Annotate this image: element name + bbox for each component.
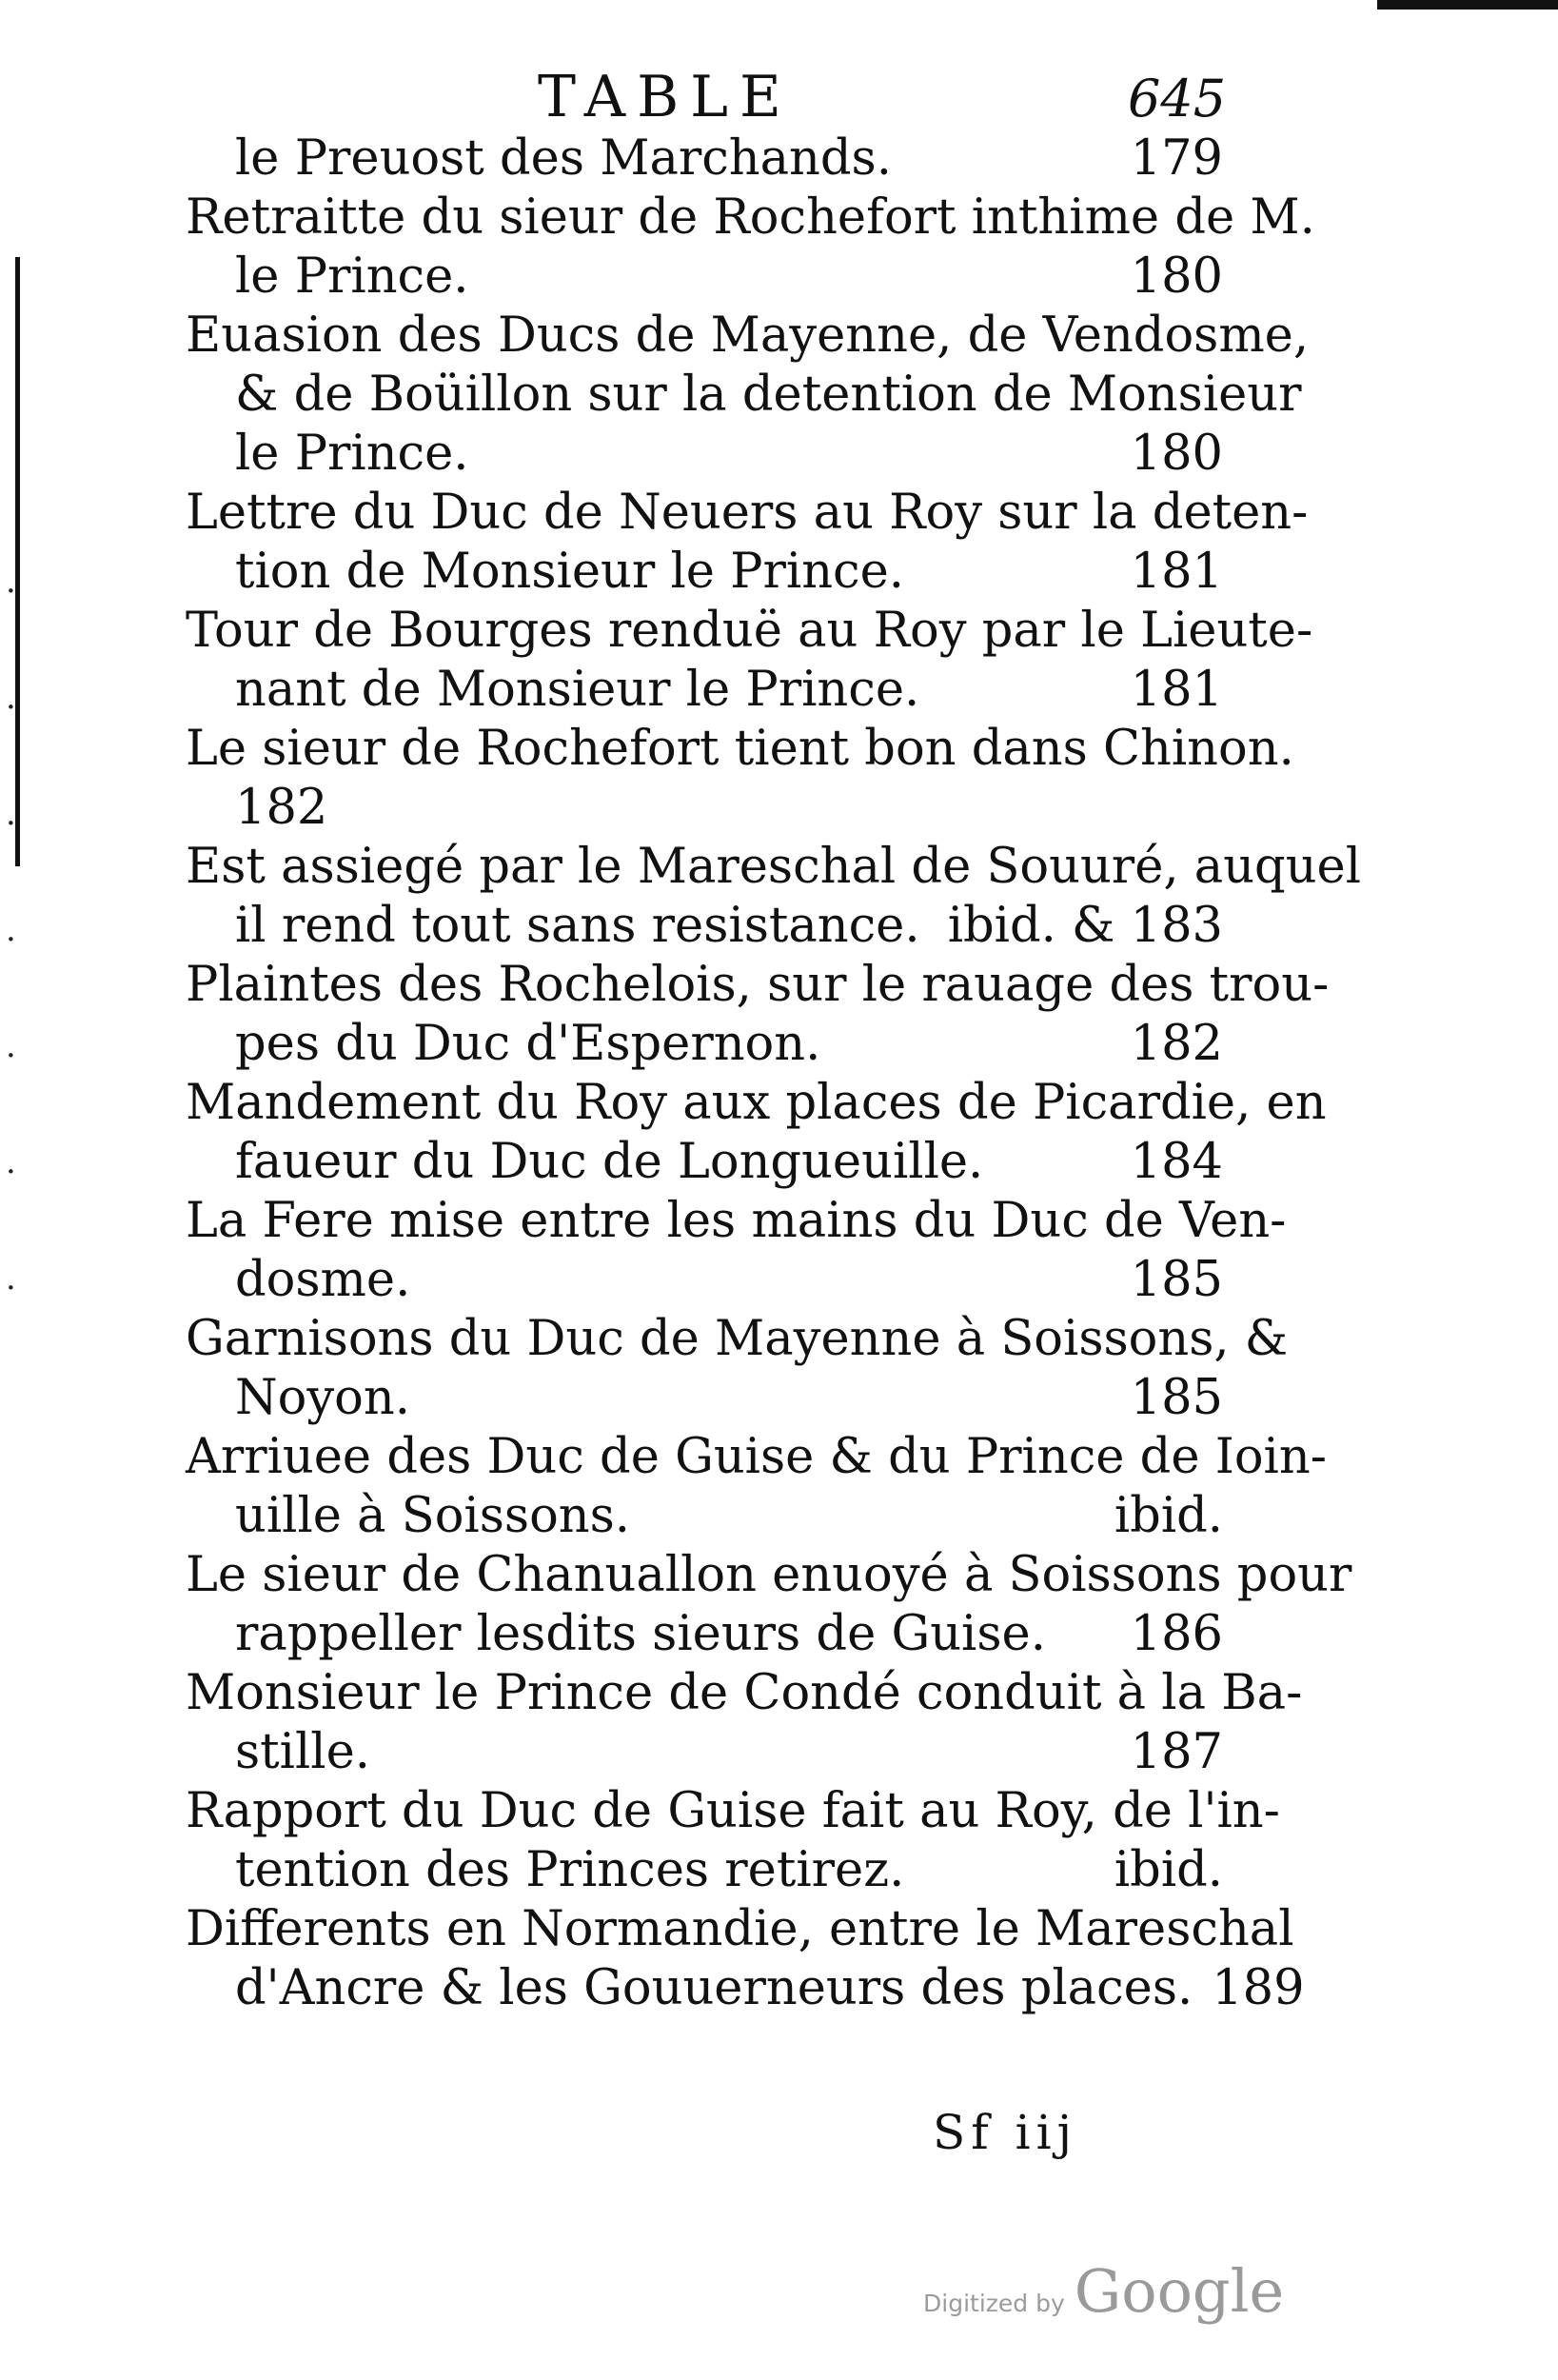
margin-artifacts: · · · · · · ·	[6, 572, 16, 1307]
entry-page-ref: 180	[1130, 248, 1223, 305]
entry-line	[186, 956, 1330, 1015]
entry-text: le Prince.	[235, 248, 469, 305]
entry-line	[186, 838, 1362, 897]
entry-text: stille.	[235, 1724, 370, 1780]
entry-page-ref: 179	[1130, 130, 1223, 187]
index-entry	[186, 307, 1310, 484]
entry-text: tion de Monsieur le Prince.	[235, 544, 904, 600]
entry-line	[186, 1546, 1352, 1605]
entry-page-ref: 182	[1130, 1016, 1223, 1072]
entry-page-ref: 186	[1130, 1606, 1223, 1662]
entry-text: uille à Soissons.	[235, 1488, 631, 1544]
entry-line	[186, 425, 1223, 484]
entry-text: Le sieur de Chanuallon enuoyé à Soissons pour	[186, 1547, 1352, 1603]
entry-text: Noyon.	[235, 1370, 410, 1426]
index-entry	[186, 188, 1315, 307]
entry-text: Retraitte du sieur de Rochefort inthime de M.	[186, 189, 1315, 246]
entry-text: Rapport du Duc de Guise fait au Roy, de l'in-	[186, 1783, 1280, 1839]
entry-page-ref: ibid. & 183	[947, 898, 1223, 954]
index-entry	[186, 1074, 1327, 1192]
entry-text: le Preuost des Marchands.	[235, 130, 892, 187]
entry-line	[186, 366, 1302, 425]
index-entry	[186, 1664, 1303, 1782]
entry-text: Tour de Bourges renduë au Roy par le Lieute-	[186, 603, 1313, 659]
entry-line	[186, 1664, 1303, 1723]
index-entry	[186, 1192, 1287, 1310]
entry-text: Garnisons du Duc de Mayenne à Soissons, &	[186, 1311, 1289, 1367]
entry-text: Arriuee des Duc de Guise & du Prince de Ioin-	[186, 1429, 1327, 1485]
index-entry	[186, 1310, 1289, 1428]
index-entry	[186, 1782, 1280, 1900]
entry-text: dosme.	[235, 1252, 411, 1308]
entry-page-ref: 181	[1130, 544, 1223, 600]
entry-page-ref: 180	[1130, 426, 1223, 482]
index-entry	[186, 129, 1223, 188]
entry-line	[186, 1192, 1287, 1251]
entry-line	[186, 720, 1294, 779]
digitized-by-text: Digitized by	[923, 2290, 1065, 2317]
page-header	[0, 59, 1558, 135]
entry-text: le Prince.	[235, 426, 469, 482]
entry-line	[186, 1723, 1223, 1782]
entry-line	[186, 1251, 1223, 1310]
entry-line	[186, 1605, 1223, 1664]
index-entry	[186, 956, 1330, 1074]
entry-page-ref: 184	[1130, 1134, 1223, 1190]
index-entry	[186, 1546, 1352, 1664]
entry-page-ref: ibid.	[1114, 1488, 1223, 1544]
entry-text: tention des Princes retirez.	[235, 1842, 905, 1898]
entry-text: Mandement du Roy aux places de Picardie, en	[186, 1075, 1327, 1131]
entry-line	[186, 543, 1223, 602]
entry-line	[186, 1487, 1223, 1546]
google-logo: Google	[1074, 2256, 1285, 2326]
entry-line	[186, 1074, 1327, 1133]
entry-page-ref: 189	[1212, 1960, 1305, 2016]
entry-line	[186, 129, 1223, 188]
index-entry	[186, 720, 1294, 838]
entry-text: Est assiegé par le Mareschal de Souuré, auquel	[186, 839, 1362, 895]
entry-line	[186, 1841, 1223, 1900]
index-entries	[186, 129, 1362, 2018]
entry-text: Lettre du Duc de Neuers au Roy sur la deten-	[186, 485, 1309, 541]
entry-line	[186, 188, 1315, 248]
entry-line	[186, 1133, 1223, 1192]
entry-line	[186, 307, 1310, 366]
index-entry	[186, 484, 1309, 602]
entry-text: pes du Duc d'Espernon.	[235, 1016, 821, 1072]
entry-line	[186, 661, 1223, 720]
entry-page-ref: 185	[1130, 1370, 1223, 1426]
entry-text: Le sieur de Rochefort tient bon dans Chinon.	[186, 721, 1294, 777]
entry-text: d'Ancre & les Gouuerneurs des places.	[235, 1960, 1193, 2016]
entry-line	[186, 779, 1223, 838]
entry-line	[186, 897, 1223, 956]
entry-text: il rend tout sans resistance.	[235, 898, 920, 954]
entry-line	[186, 1369, 1223, 1428]
index-entry	[186, 1900, 1305, 2018]
entry-text: Plaintes des Rochelois, sur le rauage des trou-	[186, 957, 1330, 1013]
entry-line	[186, 602, 1313, 661]
entry-line	[186, 248, 1223, 307]
entry-text: Euasion des Ducs de Mayenne, de Vendosme,	[186, 307, 1310, 364]
entry-line	[186, 1015, 1223, 1074]
entry-page-ref: 181	[1130, 662, 1223, 718]
entry-line	[186, 1782, 1280, 1841]
page-number: 645	[1128, 69, 1227, 129]
entry-page-ref: 182	[235, 780, 328, 836]
index-entry	[186, 838, 1362, 956]
index-entry	[186, 1428, 1327, 1546]
entry-text: & de Boüillon sur la detention de Monsieur	[235, 367, 1302, 423]
entry-page-ref: ibid.	[1114, 1842, 1223, 1898]
entry-text: faueur du Duc de Longueuille.	[235, 1134, 984, 1190]
entry-page-ref: 185	[1130, 1252, 1223, 1308]
entry-line	[186, 1959, 1305, 2018]
entry-line	[186, 1310, 1289, 1369]
entry-page-ref: 187	[1130, 1724, 1223, 1780]
scan-edge-rule	[1377, 0, 1558, 10]
running-title: TABLE	[538, 64, 793, 130]
google-watermark	[923, 2256, 1284, 2326]
entry-text: rappeller lesdits sieurs de Guise.	[235, 1606, 1046, 1662]
index-entry	[186, 602, 1313, 720]
entry-text: Monsieur le Prince de Condé conduit à la Ba-	[186, 1665, 1303, 1721]
entry-line	[186, 1900, 1294, 1959]
entry-text: La Fere mise entre les mains du Duc de Ven-	[186, 1193, 1287, 1249]
entry-line	[186, 1428, 1327, 1487]
signature-mark: Sf iij	[933, 2105, 1078, 2160]
entry-line	[186, 484, 1309, 543]
entry-text: Differents en Normandie, entre le Mareschal	[186, 1901, 1294, 1957]
entry-text: nant de Monsieur le Prince.	[235, 662, 920, 718]
